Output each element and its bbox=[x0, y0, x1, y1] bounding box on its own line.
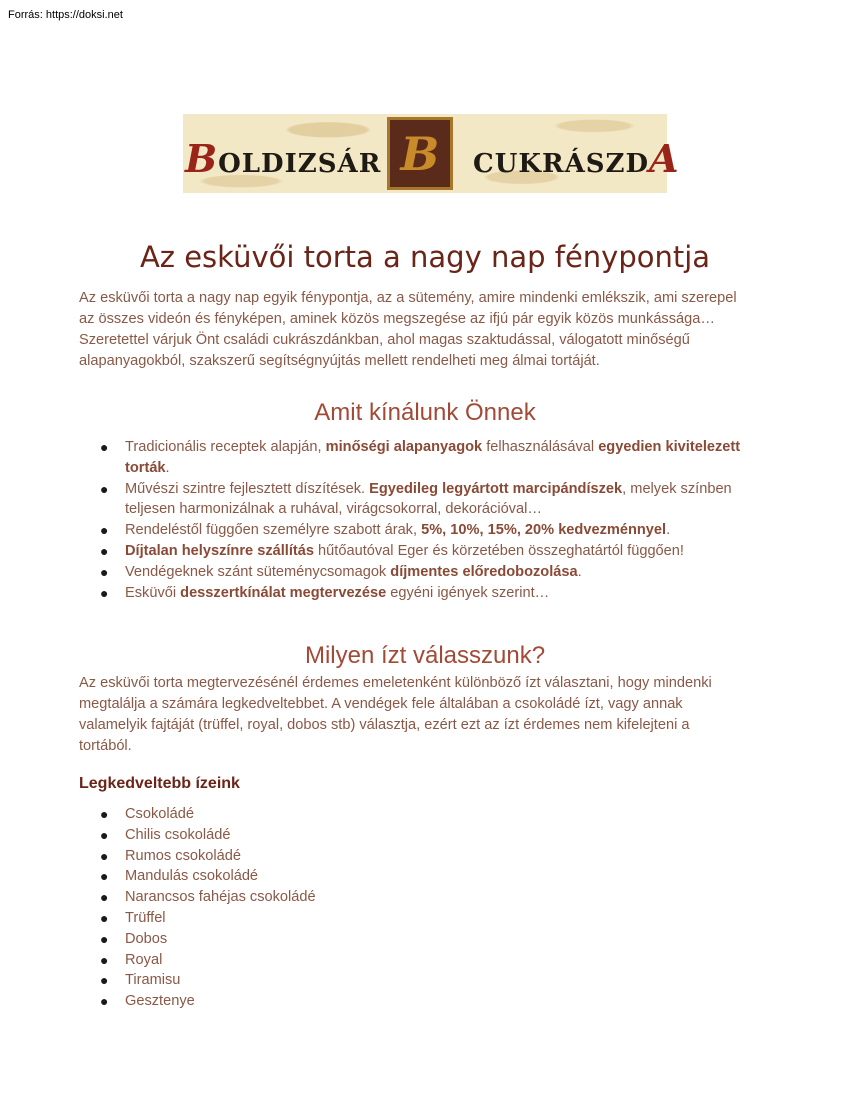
bullet-icon: ● bbox=[100, 972, 109, 989]
favorites-list bbox=[79, 804, 789, 1012]
list-item: ● Trüffel bbox=[79, 908, 789, 929]
bullet-icon: ● bbox=[100, 930, 109, 947]
list-item: ● Vendégeknek szánt süteménycsomagok díjmentes előredobozolása. bbox=[79, 562, 789, 583]
logo-word-boldizsar: BOLDIZSÁR bbox=[185, 136, 382, 181]
logo-banner bbox=[183, 114, 680, 193]
bullet-icon: ● bbox=[100, 993, 109, 1010]
logo-monogram: B bbox=[387, 117, 453, 190]
list-item: ● Tiramisu bbox=[79, 970, 789, 991]
bullet-icon: ● bbox=[100, 806, 109, 822]
offer-list bbox=[79, 437, 789, 603]
flavor-heading: Milyen ízt válasszunk? bbox=[304, 642, 546, 669]
list-item: ● Rendeléstől függően személyre szabott árak, 5%, 10%, 15%, 20% kedvezménnyel. bbox=[79, 520, 789, 541]
bullet-icon: ● bbox=[100, 563, 109, 580]
list-item: ● Díjtalan helyszínre szállítás hűtőautóval Eger és körzetében összeghatártól függően! bbox=[79, 541, 789, 562]
list-item: ● Esküvői desszertkínálat megtervezése egyéni igények szerint… bbox=[79, 583, 789, 604]
flavor-paragraph: Az esküvői torta megtervezésénél érdemes emeletenként különböző ízt választani, hogy mindenki megtalálja a számára legkedveltebbet. A vendégek fele általában a csokoládé ízt, vagy annak valamelyik fajtáját (trüffel, royal, dobos stb) választja, ezért ezt az ízt érdemes nem kifelejteni a tortából. bbox=[79, 675, 712, 754]
bullet-icon: ● bbox=[100, 909, 109, 926]
list-item: ● Gesztenye bbox=[79, 991, 789, 1012]
logo-word-cukraszda: CUKRÁSZDA bbox=[473, 136, 680, 181]
bullet-icon: ● bbox=[100, 439, 109, 455]
list-item: ● Művészi szintre fejlesztett díszítések. Egyedileg legyártott marcipándíszek, melyek színben teljesen harmonizálnak a ruhával, virágcsokorral, dekorációval… bbox=[100, 480, 732, 518]
list-item: ● Chilis csokoládé bbox=[79, 825, 789, 846]
favorites-heading: Legkedveltebb ízeink bbox=[79, 775, 240, 792]
intro-paragraph: Az esküvői torta a nagy nap egyik fénypontja, az a sütemény, amire mindenki emlékszik, ami szerepel az összes videón és fényképen, aminek közös megszegése az ifjú pár egyik közös munkássága… Szeretettel várjuk Önt családi cukrászdánkban, ahol magas szaktudással, válogatott minőségű alapanyagokból, szakszerű segítségnyújtás mellett rendelheti meg álmai tortáját. bbox=[79, 290, 737, 369]
bullet-icon: ● bbox=[100, 889, 109, 906]
bullet-icon: ● bbox=[100, 522, 109, 539]
bullet-icon: ● bbox=[100, 480, 109, 497]
list-item: ● Rumos csokoládé bbox=[79, 846, 789, 867]
bullet-icon: ● bbox=[100, 542, 109, 559]
list-item: ● Royal bbox=[79, 950, 789, 971]
list-item: ● Csokoládé bbox=[79, 804, 789, 825]
page-title: Az esküvői torta a nagy nap fénypontja bbox=[139, 240, 711, 274]
bullet-icon: ● bbox=[100, 868, 109, 885]
bullet-icon: ● bbox=[100, 847, 109, 864]
list-item: ● Narancsos fahéjas csokoládé bbox=[79, 887, 789, 908]
bullet-icon: ● bbox=[100, 826, 109, 843]
list-item: ● Tradicionális receptek alapján, minőségi alapanyagok felhasználásával egyedien kivitelezett torták. bbox=[100, 439, 741, 476]
list-item: ● Dobos bbox=[79, 929, 789, 950]
source-note: Forrás: https://doksi.net bbox=[8, 9, 123, 21]
bullet-icon: ● bbox=[100, 584, 109, 601]
offer-heading: Amit kínálunk Önnek bbox=[314, 399, 536, 426]
bullet-icon: ● bbox=[100, 951, 109, 968]
list-item: ● Mandulás csokoládé bbox=[79, 866, 789, 887]
